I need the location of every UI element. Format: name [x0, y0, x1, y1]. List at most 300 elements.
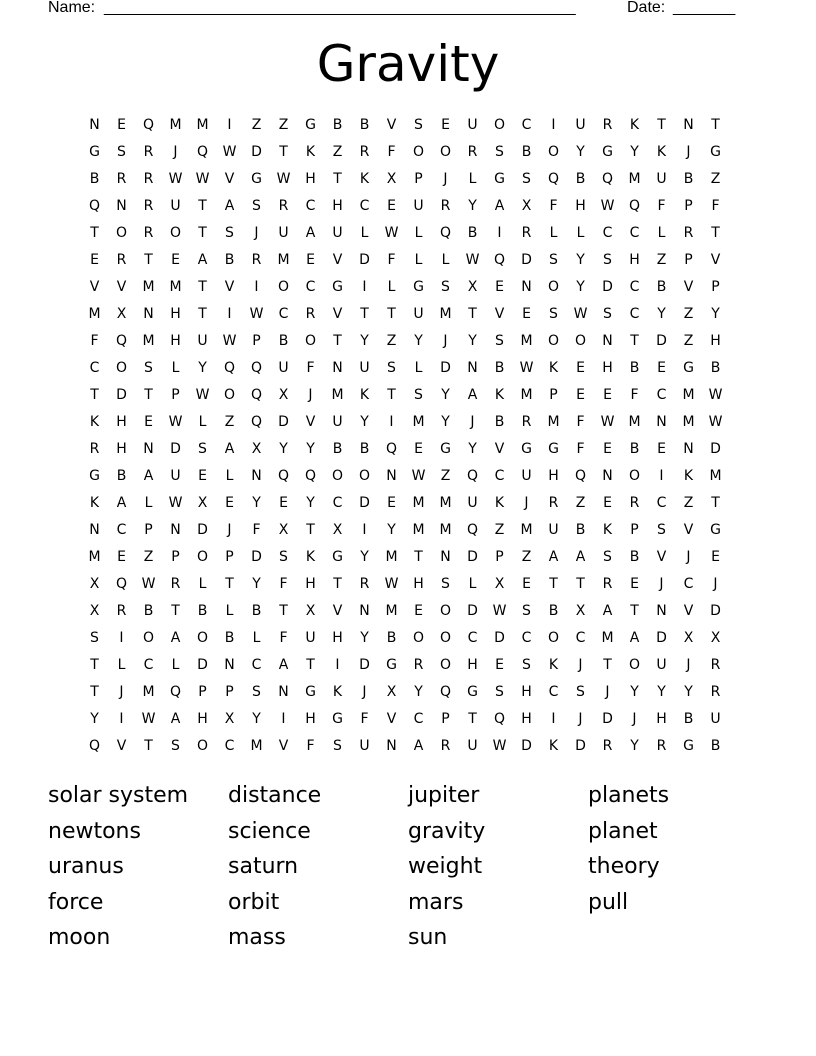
grid-letter[interactable]: V — [224, 171, 235, 187]
grid-letter[interactable]: D — [521, 738, 532, 754]
grid-letter[interactable]: C — [251, 657, 262, 673]
grid-letter[interactable]: C — [656, 495, 667, 511]
grid-letter[interactable]: J — [254, 225, 259, 241]
grid-letter[interactable]: E — [576, 360, 585, 376]
grid-letter[interactable]: T — [198, 198, 207, 214]
grid-letter[interactable]: I — [227, 117, 232, 133]
grid-letter[interactable]: G — [89, 144, 100, 160]
grid-letter[interactable]: S — [522, 171, 531, 187]
grid-letter[interactable]: B — [197, 603, 208, 619]
grid-letter[interactable]: K — [494, 387, 505, 403]
grid-letter[interactable]: V — [683, 522, 694, 538]
grid-letter[interactable]: C — [494, 468, 505, 484]
grid-letter[interactable]: R — [602, 117, 613, 133]
grid-letter[interactable]: E — [117, 549, 126, 565]
grid-letter[interactable]: X — [197, 495, 208, 511]
grid-letter[interactable]: Z — [521, 549, 532, 565]
grid-letter[interactable]: G — [440, 441, 451, 457]
grid-letter[interactable]: E — [495, 657, 504, 673]
grid-letter[interactable]: W — [573, 306, 588, 322]
grid-letter[interactable]: J — [686, 657, 691, 673]
grid-letter[interactable]: Y — [441, 387, 450, 403]
grid-letter[interactable]: R — [521, 225, 532, 241]
grid-letter[interactable]: K — [305, 549, 316, 565]
grid-letter[interactable]: Z — [656, 252, 667, 268]
grid-letter[interactable]: U — [548, 522, 559, 538]
grid-letter[interactable]: U — [467, 117, 478, 133]
grid-letter[interactable]: N — [89, 522, 100, 538]
grid-letter[interactable]: M — [250, 738, 263, 754]
grid-letter[interactable]: A — [467, 387, 478, 403]
grid-letter[interactable]: I — [497, 225, 502, 241]
grid-letter[interactable]: X — [386, 171, 397, 187]
grid-letter[interactable]: H — [413, 576, 424, 592]
grid-letter[interactable]: S — [522, 657, 531, 673]
grid-letter[interactable]: B — [332, 117, 343, 133]
grid-letter[interactable]: X — [386, 684, 397, 700]
grid-letter[interactable]: T — [657, 117, 666, 133]
grid-letter[interactable]: A — [278, 657, 289, 673]
grid-letter[interactable]: P — [198, 684, 207, 700]
grid-letter[interactable]: Q — [169, 684, 182, 700]
grid-letter[interactable]: M — [142, 684, 155, 700]
grid-letter[interactable]: M — [439, 306, 452, 322]
grid-letter[interactable]: Y — [630, 738, 639, 754]
grid-letter[interactable]: S — [387, 360, 396, 376]
grid-letter[interactable]: R — [710, 657, 721, 673]
grid-letter[interactable]: W — [492, 738, 507, 754]
grid-letter[interactable]: O — [223, 387, 236, 403]
grid-letter[interactable]: M — [412, 522, 425, 538]
grid-letter[interactable]: Z — [143, 549, 154, 565]
grid-letter[interactable]: Z — [683, 495, 694, 511]
grid-letter[interactable]: U — [359, 360, 370, 376]
grid-letter[interactable]: D — [710, 441, 721, 457]
grid-letter[interactable]: W — [465, 252, 480, 268]
grid-letter[interactable]: B — [683, 171, 694, 187]
grid-letter[interactable]: S — [225, 225, 234, 241]
grid-letter[interactable]: X — [89, 576, 100, 592]
grid-letter[interactable]: C — [575, 630, 586, 646]
grid-letter[interactable]: X — [251, 441, 262, 457]
grid-letter[interactable]: Q — [466, 468, 479, 484]
grid-letter[interactable]: Z — [224, 414, 235, 430]
grid-letter[interactable]: W — [195, 387, 210, 403]
grid-letter[interactable]: V — [224, 279, 235, 295]
grid-letter[interactable]: S — [495, 684, 504, 700]
grid-letter[interactable]: T — [360, 306, 369, 322]
grid-letter[interactable]: S — [495, 144, 504, 160]
grid-letter[interactable]: B — [575, 522, 586, 538]
grid-letter[interactable]: T — [90, 684, 99, 700]
grid-letter[interactable]: E — [711, 549, 720, 565]
grid-letter[interactable]: J — [578, 711, 583, 727]
grid-letter[interactable]: Y — [414, 333, 423, 349]
grid-letter[interactable]: Y — [711, 306, 720, 322]
grid-letter[interactable]: O — [331, 468, 344, 484]
grid-letter[interactable]: V — [332, 306, 343, 322]
grid-letter[interactable]: L — [117, 657, 126, 673]
grid-letter[interactable]: Y — [252, 576, 261, 592]
grid-letter[interactable]: Z — [683, 306, 694, 322]
grid-letter[interactable]: C — [305, 198, 316, 214]
grid-letter[interactable]: L — [171, 657, 180, 673]
grid-letter[interactable]: Y — [468, 198, 477, 214]
grid-letter[interactable]: T — [711, 225, 720, 241]
grid-letter[interactable]: S — [441, 279, 450, 295]
grid-letter[interactable]: O — [439, 603, 452, 619]
grid-letter[interactable]: Y — [576, 279, 585, 295]
grid-letter[interactable]: T — [549, 576, 558, 592]
grid-letter[interactable]: D — [116, 387, 127, 403]
grid-letter[interactable]: G — [710, 144, 721, 160]
grid-letter[interactable]: S — [144, 360, 153, 376]
grid-letter[interactable]: S — [90, 630, 99, 646]
grid-letter[interactable]: T — [198, 279, 207, 295]
grid-letter[interactable]: D — [467, 549, 478, 565]
grid-letter[interactable]: M — [331, 387, 344, 403]
grid-letter[interactable]: V — [386, 711, 397, 727]
grid-letter[interactable]: Y — [630, 144, 639, 160]
grid-letter[interactable]: F — [576, 441, 585, 457]
grid-letter[interactable]: W — [519, 360, 534, 376]
grid-letter[interactable]: W — [276, 171, 291, 187]
grid-letter[interactable]: E — [495, 279, 504, 295]
grid-letter[interactable]: M — [412, 414, 425, 430]
grid-letter[interactable]: V — [494, 441, 505, 457]
grid-letter[interactable]: Y — [90, 711, 99, 727]
grid-letter[interactable]: W — [222, 333, 237, 349]
grid-letter[interactable]: Y — [414, 684, 423, 700]
grid-letter[interactable]: Y — [441, 414, 450, 430]
grid-letter[interactable]: X — [278, 522, 289, 538]
grid-letter[interactable]: A — [602, 603, 613, 619]
grid-letter[interactable]: E — [198, 468, 207, 484]
grid-letter[interactable]: B — [359, 117, 370, 133]
grid-letter[interactable]: Z — [278, 117, 289, 133]
grid-letter[interactable]: R — [602, 738, 613, 754]
grid-letter[interactable]: T — [306, 657, 315, 673]
grid-letter[interactable]: T — [630, 333, 639, 349]
grid-letter[interactable]: M — [169, 117, 182, 133]
grid-letter[interactable]: M — [385, 549, 398, 565]
grid-letter[interactable]: T — [198, 225, 207, 241]
grid-letter[interactable]: V — [116, 738, 127, 754]
grid-letter[interactable]: O — [196, 630, 209, 646]
grid-letter[interactable]: S — [657, 522, 666, 538]
grid-letter[interactable]: E — [414, 441, 423, 457]
grid-letter[interactable]: T — [90, 225, 99, 241]
grid-letter[interactable]: K — [494, 495, 505, 511]
grid-letter[interactable]: Q — [439, 225, 452, 241]
grid-letter[interactable]: F — [549, 198, 558, 214]
grid-letter[interactable]: N — [278, 684, 289, 700]
grid-letter[interactable]: J — [308, 387, 313, 403]
grid-letter[interactable]: C — [359, 198, 370, 214]
grid-letter[interactable]: S — [414, 117, 423, 133]
grid-letter[interactable]: V — [656, 549, 667, 565]
grid-letter[interactable]: U — [305, 630, 316, 646]
grid-letter[interactable]: O — [439, 657, 452, 673]
grid-letter[interactable]: A — [170, 711, 181, 727]
grid-letter[interactable]: R — [143, 144, 154, 160]
grid-letter[interactable]: B — [521, 144, 532, 160]
grid-letter[interactable]: S — [495, 333, 504, 349]
grid-letter[interactable]: S — [252, 684, 261, 700]
grid-letter[interactable]: P — [171, 387, 180, 403]
grid-letter[interactable]: P — [711, 279, 720, 295]
grid-letter[interactable]: Y — [360, 630, 369, 646]
grid-letter[interactable]: O — [196, 738, 209, 754]
grid-letter[interactable]: G — [467, 684, 478, 700]
grid-letter[interactable]: B — [278, 333, 289, 349]
grid-letter[interactable]: N — [602, 468, 613, 484]
grid-letter[interactable]: O — [547, 630, 560, 646]
grid-letter[interactable]: U — [467, 495, 478, 511]
grid-letter[interactable]: T — [279, 603, 288, 619]
grid-letter[interactable]: D — [710, 603, 721, 619]
grid-letter[interactable]: S — [549, 252, 558, 268]
grid-letter[interactable]: R — [467, 144, 478, 160]
grid-letter[interactable]: D — [656, 630, 667, 646]
grid-letter[interactable]: Q — [196, 144, 209, 160]
grid-letter[interactable]: M — [142, 333, 155, 349]
grid-letter[interactable]: O — [196, 549, 209, 565]
grid-letter[interactable]: B — [629, 441, 640, 457]
grid-letter[interactable]: A — [224, 441, 235, 457]
grid-letter[interactable]: C — [629, 225, 640, 241]
grid-letter[interactable]: Y — [360, 414, 369, 430]
grid-letter[interactable]: M — [547, 414, 560, 430]
grid-letter[interactable]: U — [197, 333, 208, 349]
grid-letter[interactable]: L — [198, 414, 207, 430]
grid-letter[interactable]: E — [90, 252, 99, 268]
grid-letter[interactable]: D — [359, 495, 370, 511]
grid-letter[interactable]: Y — [630, 684, 639, 700]
grid-letter[interactable]: T — [306, 522, 315, 538]
grid-letter[interactable]: C — [548, 684, 559, 700]
grid-letter[interactable]: T — [387, 387, 396, 403]
grid-letter[interactable]: E — [522, 576, 531, 592]
grid-letter[interactable]: Y — [468, 441, 477, 457]
grid-letter[interactable]: L — [657, 225, 666, 241]
grid-letter[interactable]: N — [440, 549, 451, 565]
grid-letter[interactable]: Q — [115, 333, 128, 349]
grid-letter[interactable]: J — [686, 144, 691, 160]
grid-letter[interactable]: G — [251, 171, 262, 187]
grid-letter[interactable]: M — [88, 549, 101, 565]
grid-letter[interactable]: Q — [88, 738, 101, 754]
grid-letter[interactable]: L — [468, 576, 477, 592]
grid-letter[interactable]: U — [710, 711, 721, 727]
grid-letter[interactable]: W — [195, 171, 210, 187]
grid-letter[interactable]: F — [711, 198, 720, 214]
grid-letter[interactable]: Z — [386, 333, 397, 349]
grid-letter[interactable]: U — [413, 306, 424, 322]
grid-letter[interactable]: B — [575, 171, 586, 187]
grid-letter[interactable]: X — [224, 711, 235, 727]
grid-letter[interactable]: T — [90, 387, 99, 403]
grid-letter[interactable]: X — [278, 387, 289, 403]
grid-letter[interactable]: X — [89, 603, 100, 619]
grid-letter[interactable]: P — [684, 252, 693, 268]
grid-letter[interactable]: G — [413, 279, 424, 295]
grid-letter[interactable]: L — [225, 603, 234, 619]
grid-letter[interactable]: D — [440, 360, 451, 376]
grid-letter[interactable]: T — [279, 144, 288, 160]
grid-letter[interactable]: N — [386, 738, 397, 754]
grid-letter[interactable]: G — [710, 522, 721, 538]
grid-letter[interactable]: R — [656, 738, 667, 754]
grid-letter[interactable]: U — [278, 225, 289, 241]
grid-letter[interactable]: H — [170, 306, 181, 322]
grid-letter[interactable]: Q — [304, 468, 317, 484]
grid-letter[interactable]: M — [88, 306, 101, 322]
grid-letter[interactable]: N — [521, 279, 532, 295]
grid-letter[interactable]: R — [116, 603, 127, 619]
grid-letter[interactable]: K — [548, 360, 559, 376]
grid-letter[interactable]: A — [575, 549, 586, 565]
grid-letter[interactable]: Q — [250, 360, 263, 376]
grid-letter[interactable]: B — [494, 414, 505, 430]
grid-letter[interactable]: M — [520, 387, 533, 403]
grid-letter[interactable]: C — [224, 738, 235, 754]
grid-letter[interactable]: X — [116, 306, 127, 322]
grid-letter[interactable]: G — [494, 171, 505, 187]
grid-letter[interactable]: B — [683, 711, 694, 727]
grid-letter[interactable]: N — [143, 441, 154, 457]
grid-letter[interactable]: B — [710, 738, 721, 754]
grid-letter[interactable]: X — [494, 576, 505, 592]
grid-letter[interactable]: K — [602, 522, 613, 538]
grid-letter[interactable]: B — [251, 603, 262, 619]
grid-letter[interactable]: H — [116, 414, 127, 430]
grid-letter[interactable]: C — [656, 387, 667, 403]
grid-letter[interactable]: T — [333, 576, 342, 592]
grid-letter[interactable]: T — [468, 711, 477, 727]
grid-letter[interactable]: E — [603, 441, 612, 457]
grid-letter[interactable]: W — [141, 576, 156, 592]
grid-letter[interactable]: H — [332, 630, 343, 646]
grid-letter[interactable]: M — [412, 495, 425, 511]
grid-letter[interactable]: R — [629, 495, 640, 511]
grid-letter[interactable]: E — [387, 198, 396, 214]
grid-letter[interactable]: F — [630, 387, 639, 403]
grid-letter[interactable]: K — [629, 117, 640, 133]
grid-letter[interactable]: U — [278, 360, 289, 376]
grid-letter[interactable]: L — [576, 225, 585, 241]
grid-letter[interactable]: W — [168, 171, 183, 187]
grid-letter[interactable]: J — [524, 495, 529, 511]
grid-letter[interactable]: O — [304, 333, 317, 349]
grid-letter[interactable]: I — [254, 279, 259, 295]
grid-letter[interactable]: O — [547, 144, 560, 160]
grid-letter[interactable]: C — [521, 630, 532, 646]
grid-letter[interactable]: Q — [385, 441, 398, 457]
grid-letter[interactable]: S — [441, 576, 450, 592]
grid-letter[interactable]: E — [225, 495, 234, 511]
grid-letter[interactable]: Z — [251, 117, 262, 133]
grid-letter[interactable]: L — [414, 252, 423, 268]
grid-letter[interactable]: K — [683, 468, 694, 484]
grid-letter[interactable]: Q — [223, 360, 236, 376]
grid-letter[interactable]: K — [305, 144, 316, 160]
grid-letter[interactable]: O — [547, 279, 560, 295]
grid-letter[interactable]: G — [683, 738, 694, 754]
grid-letter[interactable]: R — [683, 225, 694, 241]
grid-letter[interactable]: S — [603, 549, 612, 565]
grid-letter[interactable]: U — [170, 198, 181, 214]
grid-letter[interactable]: B — [494, 360, 505, 376]
grid-letter[interactable]: N — [170, 522, 181, 538]
grid-letter[interactable]: N — [89, 117, 100, 133]
grid-letter[interactable]: R — [602, 576, 613, 592]
grid-letter[interactable]: D — [521, 252, 532, 268]
grid-letter[interactable]: I — [362, 279, 367, 295]
grid-letter[interactable]: Z — [683, 333, 694, 349]
grid-letter[interactable]: F — [360, 711, 369, 727]
grid-letter[interactable]: N — [602, 333, 613, 349]
grid-letter[interactable]: P — [630, 522, 639, 538]
grid-letter[interactable]: M — [277, 252, 290, 268]
grid-letter[interactable]: S — [117, 144, 126, 160]
grid-letter[interactable]: M — [682, 414, 695, 430]
grid-letter[interactable]: M — [520, 333, 533, 349]
grid-letter[interactable]: Y — [306, 441, 315, 457]
grid-letter[interactable]: Z — [332, 144, 343, 160]
grid-letter[interactable]: D — [359, 252, 370, 268]
grid-letter[interactable]: O — [115, 360, 128, 376]
grid-letter[interactable]: B — [467, 225, 478, 241]
grid-letter[interactable]: I — [659, 468, 664, 484]
grid-letter[interactable]: C — [629, 306, 640, 322]
grid-letter[interactable]: W — [411, 468, 426, 484]
grid-letter[interactable]: F — [306, 360, 315, 376]
grid-letter[interactable]: M — [196, 117, 209, 133]
grid-letter[interactable]: L — [252, 630, 261, 646]
grid-letter[interactable]: B — [656, 279, 667, 295]
grid-letter[interactable]: Y — [468, 333, 477, 349]
grid-letter[interactable]: A — [629, 630, 640, 646]
grid-letter[interactable]: T — [387, 306, 396, 322]
grid-letter[interactable]: H — [521, 684, 532, 700]
grid-letter[interactable]: T — [603, 657, 612, 673]
grid-letter[interactable]: F — [90, 333, 99, 349]
grid-letter[interactable]: E — [441, 117, 450, 133]
grid-letter[interactable]: Q — [547, 171, 560, 187]
grid-letter[interactable]: N — [143, 306, 154, 322]
grid-letter[interactable]: W — [168, 495, 183, 511]
grid-letter[interactable]: C — [89, 360, 100, 376]
grid-letter[interactable]: Z — [710, 171, 721, 187]
grid-letter[interactable]: C — [305, 279, 316, 295]
grid-letter[interactable]: Z — [494, 522, 505, 538]
grid-letter[interactable]: W — [141, 711, 156, 727]
grid-letter[interactable]: P — [414, 171, 423, 187]
grid-letter[interactable]: Q — [142, 117, 155, 133]
grid-letter[interactable]: E — [279, 495, 288, 511]
grid-letter[interactable]: M — [439, 522, 452, 538]
grid-letter[interactable]: T — [711, 495, 720, 511]
grid-letter[interactable]: U — [521, 468, 532, 484]
grid-letter[interactable]: O — [547, 333, 560, 349]
grid-letter[interactable]: S — [198, 441, 207, 457]
grid-letter[interactable]: H — [602, 360, 613, 376]
grid-letter[interactable]: D — [359, 657, 370, 673]
grid-letter[interactable]: S — [252, 198, 261, 214]
grid-letter[interactable]: V — [683, 603, 694, 619]
grid-letter[interactable]: Y — [252, 495, 261, 511]
